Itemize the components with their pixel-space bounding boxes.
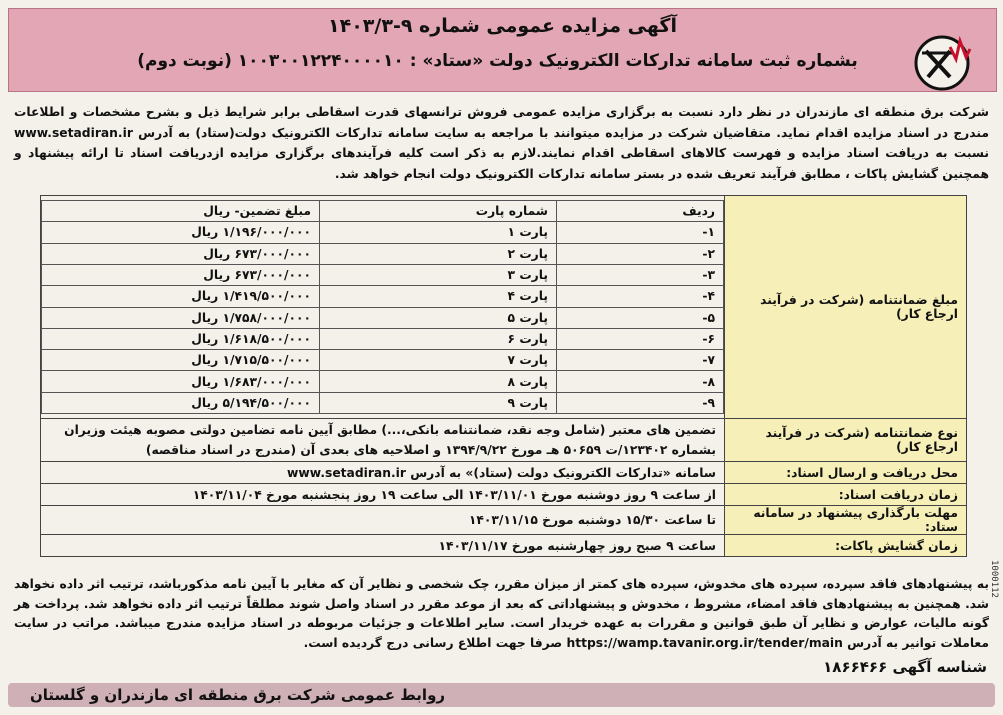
row-number: ۹- [557,392,724,413]
guarantee-type-value: تضمین های معتبر (شامل وجه نقد، ضمانتنامه بانکی،...) مطابق آیین نامه تضامین دولتی مصوبه هیئت وزیران بشماره ۱۲۳۴۰۲/ت ۵۰۶۵۹ هـ مورخ ۱۳۹۴/۹/۲۲ و اصلاحیه های بعدی آن (مندرج در اسناد مناقصه) [41,419,725,462]
envelope-opening-value: ساعت ۹ صبح روز چهارشنبه مورخ ۱۴۰۳/۱۱/۱۷ [41,535,725,557]
table-row [42,350,724,371]
guarantee-amount: ۶۷۳/۰۰۰/۰۰۰ ریال [42,264,320,285]
header-banner [8,8,997,92]
guarantee-amount-table [41,200,724,414]
guarantee-type-label: نوع ضمانتنامه (شرکت در فرآیند ارجاع کار) [725,419,967,462]
guarantee-amount: ۱/۷۵۸/۰۰۰/۰۰۰ ریال [42,307,320,328]
row-number: ۸- [557,371,724,392]
row-number: ۳- [557,264,724,285]
row-number: ۲- [557,243,724,264]
part-number: پارت ۷ [320,350,557,371]
upload-deadline-label: مهلت بارگذاری پیشنهاد در سامانه ستاد: [725,506,967,535]
part-number: پارت ۱ [320,222,557,243]
table-row [42,392,724,413]
table-row [42,371,724,392]
table-row [42,328,724,349]
public-relations-label: روابط عمومی شرکت برق منطقه ای مازندران و گلستان [30,686,446,704]
row-number: ۱- [557,222,724,243]
row-number: ۶- [557,328,724,349]
part-number: پارت ۵ [320,307,557,328]
part-number: پارت ۹ [320,392,557,413]
docs-location-label: محل دریافت و ارسال اسناد: [725,462,967,484]
guarantee-amount: ۶۷۳/۰۰۰/۰۰۰ ریال [42,243,320,264]
notice-title: آگهی مزایده عمومی شماره ۹-۱۴۰۳/۳ [328,15,677,37]
docs-receive-time-label: زمان دریافت اسناد: [725,484,967,506]
row-number: ۵- [557,307,724,328]
col-header-row-number: ردیف [557,201,724,222]
guarantee-amount: ۵/۱۹۴/۵۰۰/۰۰۰ ریال [42,392,320,413]
envelope-opening-label: زمان گشایش پاکات: [725,535,967,557]
row-number: ۴- [557,286,724,307]
guarantee-amount: ۱/۶۸۳/۰۰۰/۰۰۰ ریال [42,371,320,392]
col-header-part-number: شماره پارت [320,201,557,222]
docs-receive-time-value: از ساعت ۹ روز دوشنبه مورخ ۱۴۰۳/۱۱/۰۱ الی ساعت ۱۹ روز پنجشنبه مورخ ۱۴۰۳/۱۱/۰۴ [41,484,725,506]
col-header-guarantee-amount: مبلغ تضمین- ریال [42,201,320,222]
guarantee-amount: ۱/۷۱۵/۵۰۰/۰۰۰ ریال [42,350,320,371]
part-number: پارت ۸ [320,371,557,392]
auction-details-table [40,195,967,557]
table-row [42,243,724,264]
upload-deadline-value: تا ساعت ۱۵/۳۰ دوشنبه مورخ ۱۴۰۳/۱۱/۱۵ [41,506,725,535]
docs-location-value: سامانه «تدارکات الکترونیک دولت (ستاد)» به آدرس www.setadiran.ir [41,462,725,484]
guarantee-amount-label: مبلغ ضمانتنامه (شرکت در فرآیند ارجاع کار) [725,196,967,419]
part-number: پارت ۳ [320,264,557,285]
guarantee-amount: ۱/۱۹۶/۰۰۰/۰۰۰ ریال [42,222,320,243]
part-number: پارت ۲ [320,243,557,264]
table-row [42,307,724,328]
company-logo-icon [910,29,974,93]
table-row [42,264,724,285]
guarantee-amount: ۱/۶۱۸/۵۰۰/۰۰۰ ریال [42,328,320,349]
ad-identifier: شناسه آگهی ۱۸۶۶۴۶۶ [823,658,987,676]
guarantee-amount: ۱/۴۱۹/۵۰۰/۰۰۰ ریال [42,286,320,307]
intro-paragraph: شرکت برق منطقه ای مازندران در نظر دارد نسبت به برگزاری مزایده عمومی فروش ترانسهای قدرت اسقاطی برابر شرایط ذیل و بشرح مشخصات و اطلاعات مندرج در اسناد مزایده اقدام نماید. متقاضیان شرکت در مزایده میتوانند با مراجعه به سایت سامانه تدارکات الکترونیک دولت(ستاد) به آدرس www.setadiran.ir نسبت به دریافت اسناد مزایده و فهرست کالاهای اسقاطی اقدام نمایند.لازم به ذکر است کلیه فرآیندهای برگزاری مزایده ازدریافت اسناد تا ارائه پیشنهاد و همچنین گشایش پاکات ، مطابق فرآیند تعریف شده در بستر سامانه تدارکات الکترونیک دولت انجام خواهد شد. [14,105,989,181]
notice-registration-number: بشماره ثبت سامانه تدارکات الکترونیک دولت «ستاد» : ۱۰۰۳۰۰۱۲۲۴۰۰۰۰۱۰ (نوبت دوم) [137,51,858,71]
part-number: پارت ۴ [320,286,557,307]
footer-bar [8,683,995,707]
table-row [42,222,724,243]
part-number: پارت ۶ [320,328,557,349]
side-serial-number: 1000112 [989,560,999,598]
row-number: ۷- [557,350,724,371]
table-row [42,286,724,307]
conditions-paragraph: به پیشنهادهای فاقد سپرده، سپرده های مخدوش، سپرده های کمتر از میزان مقرر، چک شخصی و نظایر آن که مغایر با آیین نامه مذکورباشد، ترتیب اثر داده نخواهد شد. همچنین به پیشنهادهای فاقد امضاء، مشروط ، مخدوش و پیشنهاداتی که بعد از موعد مقرر در اسناد واصل شوند مطلقاً ترتیب اثر داده نخواهد شد. پرداخت هر گونه مالیات، عوارض و نظایر آن طبق قوانین و مقررات به عهده خریدار است. سایر اطلاعات و جزئیات مربوطه در اسناد مزایده مندرج میباشد. مراتب در سایت معاملات توانیر به آدرس https://wamp.tavanir.org.ir/tender/main صرفا جهت اطلاع رسانی درج گردیده است. [14,577,989,650]
